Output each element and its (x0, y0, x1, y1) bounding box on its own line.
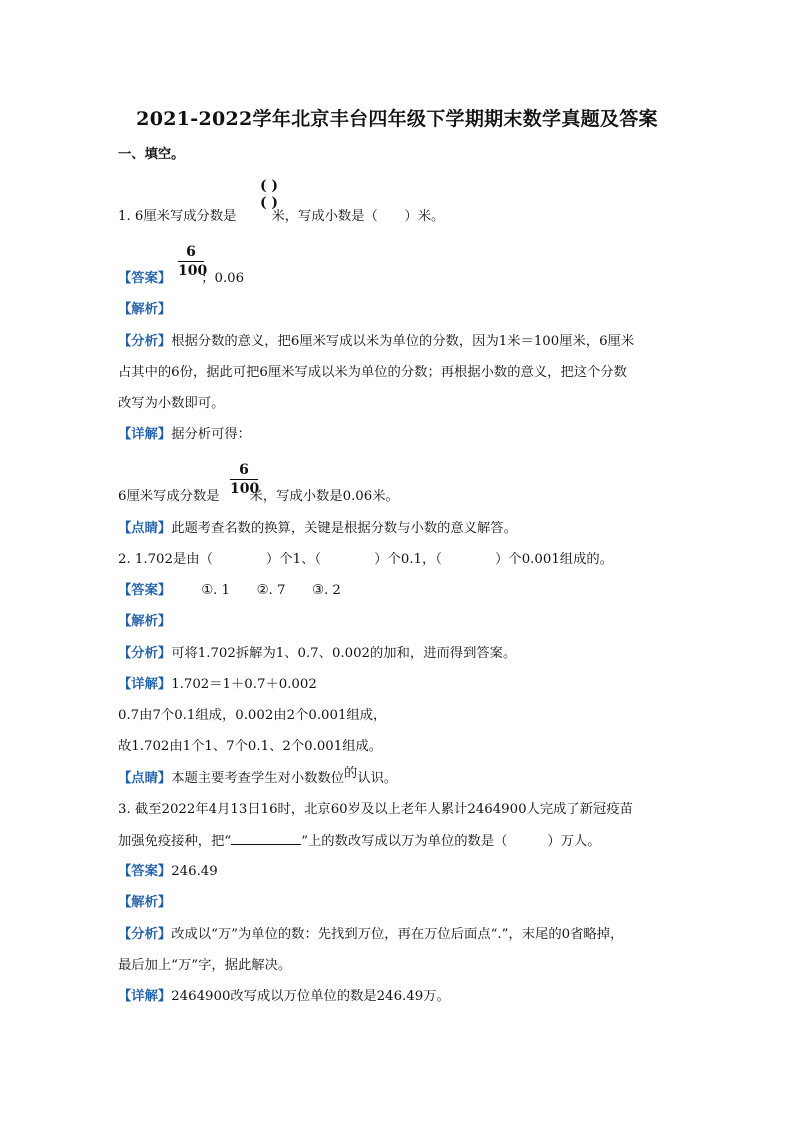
q1-analysis-tag: 【解析】 (118, 302, 172, 317)
q1-fenxi-2: 占其中的6份，据此可把6厘米写成以米为单位的分数；再根据小数的意义，把这个分数 (118, 365, 627, 380)
q2-question: 2. 1.702是由（ ）个1、（ ）个0.1，（ ）个0.001组成的。 (118, 552, 613, 567)
q3-fenxi-1: 【分析】改成以“万”为单位的数：先找到万位，再在万位后面点“.”，末尾的0省略掉， (118, 927, 624, 942)
q2-fenxi: 【分析】可将1.702拆解为1、0.7、0.002的加和，进而得到答案。 (118, 646, 517, 661)
q2-answer: 【答案】 ①. 1 ②. 7 ③. 2 (118, 583, 341, 598)
section-heading: 一、填空。 (118, 147, 185, 162)
q3-question-2: 加强免疫接种，把“ ”上的数改写成以万为单位的数是（ ）万人。 (118, 834, 601, 849)
q1-answer-fraction: 6 100 (178, 244, 208, 279)
q3-question-1: 3. 截至2022年4月13日16时，北京60岁及以上老年人累计2464900人完成了新冠疫苗 (118, 802, 633, 817)
q3-fenxi-2: 最后加上“万”字，据此解决。 (118, 958, 292, 973)
q2-dianjing: 【点睛】本题主要考查学生对小数数位的认识。 (118, 766, 398, 786)
q3-underline-blank (231, 832, 301, 845)
q1-blank-denominator: ( ) (259, 195, 279, 211)
page-title: 2021-2022学年北京丰台四年级下学期期末数学真题及答案 (136, 108, 658, 130)
q2-xiangjie-2: 0.7由7个0.1组成，0.002由2个0.001组成， (118, 708, 387, 723)
q1-xiangjie: 【详解】据分析可得： (118, 427, 251, 442)
q2-xiangjie-1: 【详解】1.702＝1＋0.7＋0.002 (118, 677, 317, 692)
q1-detail-line: 6厘米写成分数是 米，写成小数是0.06米。 (118, 489, 399, 504)
q2-analysis-tag: 【解析】 (118, 614, 172, 629)
q1-dianjing: 【点睛】此题考查名数的换算，关键是根据分数与小数的意义解答。 (118, 521, 517, 536)
q1-fenxi-1: 【分析】根据分数的意义，把6厘米写成以米为单位的分数，因为1米＝100厘米，6厘米 (118, 334, 635, 349)
q3-xiangjie: 【详解】2464900改写成以万位单位的数是246.49万。 (118, 989, 450, 1004)
q3-answer: 【答案】246.49 (118, 864, 218, 879)
q1-fenxi-3: 改写为小数即可。 (118, 396, 225, 411)
q1-answer: 【答案】 ；0.06 (118, 271, 245, 286)
q1-question: 1. 6厘米写成分数是 米，写成小数是（ ）米。 (118, 209, 445, 224)
q1-blank-fraction (254, 178, 284, 211)
q3-analysis-tag: 【解析】 (118, 895, 172, 910)
q1-detail-fraction: 6 100 (230, 462, 260, 497)
q1-blank-numerator: ( ) (259, 178, 279, 194)
q2-xiangjie-3: 故1.702由1个1、7个0.1、2个0.001组成。 (118, 739, 383, 754)
